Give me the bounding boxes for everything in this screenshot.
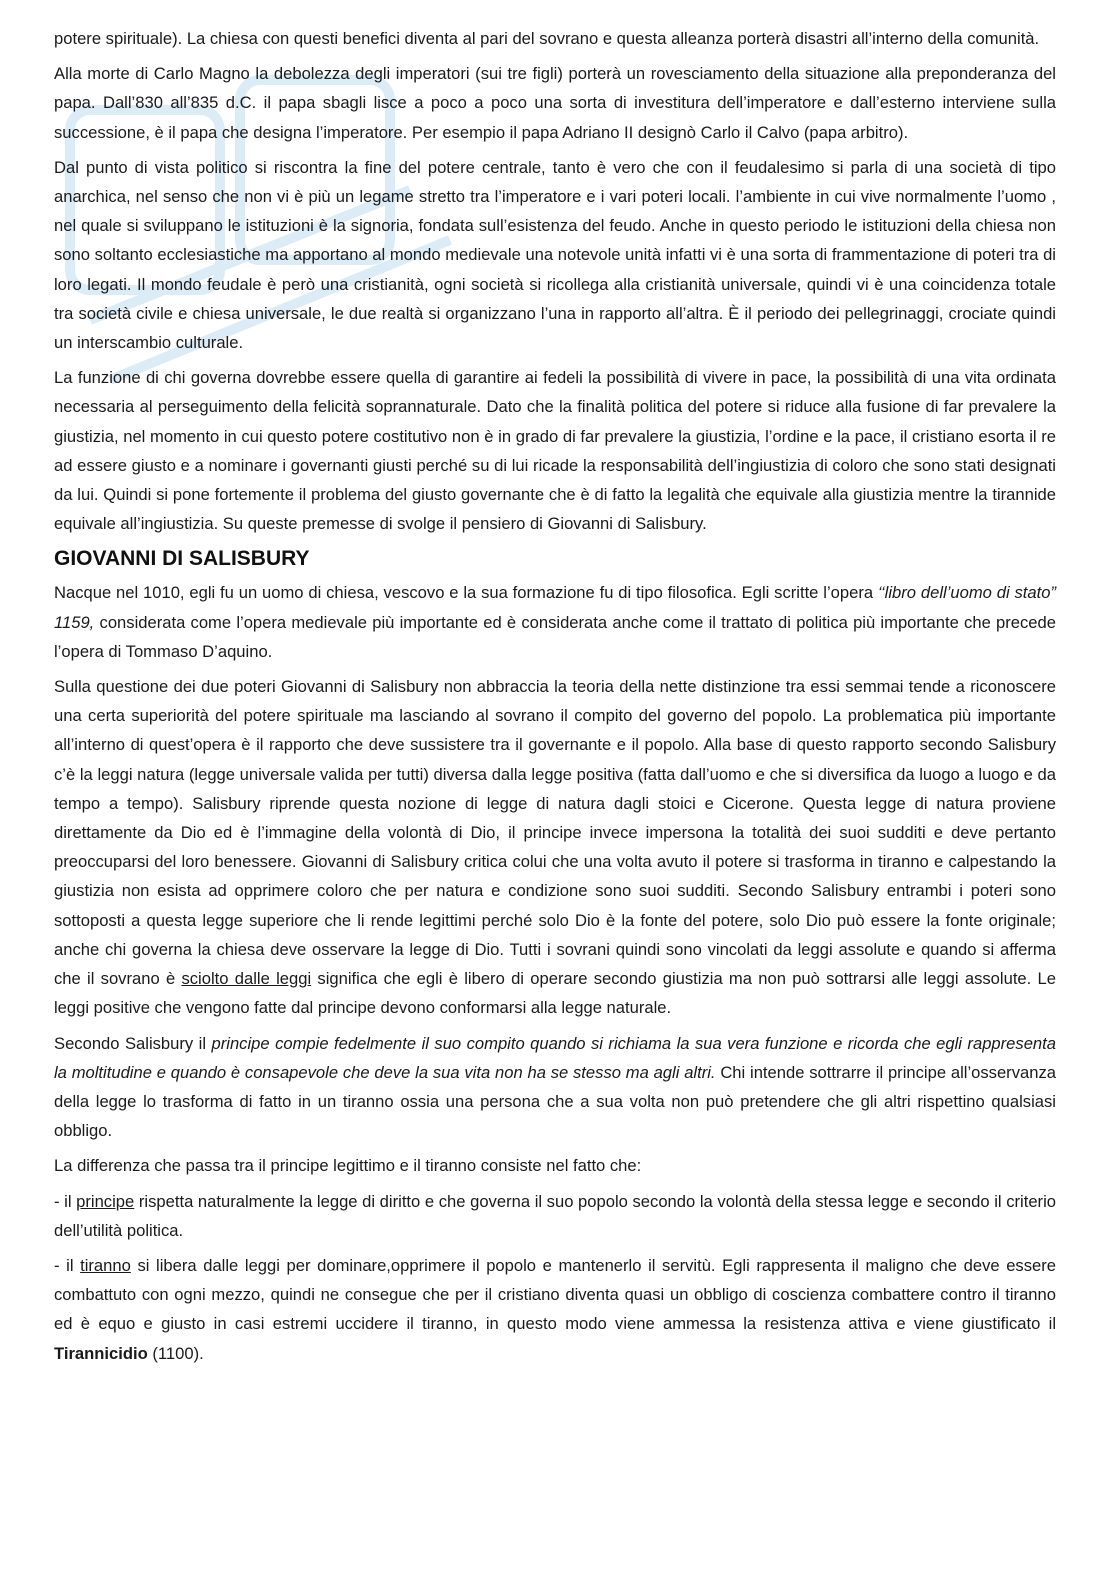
italic-quote: principe compie fedelmente il suo compito quando si richiama la sua vera funzione e ricorda che egli rappresenta la moltitudine e quando è consapevole che deve la sua vita non ha se stesso ma agli altri. — [54, 1033, 1056, 1082]
bold-tirannicidio: Tirannicidio — [54, 1343, 148, 1363]
paragraph-1: potere spirituale). La chiesa con questi benefici diventa al pari del sovrano e questa alleanza porterà disastri all’interno della comunità. — [54, 29, 1040, 48]
section-heading: GIOVANNI DI SALISBURY — [54, 547, 310, 571]
paragraph-6-text-b: significa che egli è libero di operare secondo giustizia ma non può sottrarsi alle leggi assolute. Le leggi positive che vengono fatte dal principe devono conformarsi alla legge naturale. — [54, 969, 1056, 1018]
list-item-tiranno-end: (1100). — [147, 1343, 204, 1363]
paragraph-6 — [54, 672, 1056, 1022]
list-item-principe-text: rispetta naturalmente la legge di diritto e che governa il suo popolo secondo la volontà della stessa legge e secondo il criterio dell’utilità politica. — [54, 1191, 1056, 1240]
list-item-principe — [54, 1187, 1056, 1245]
paragraph-4: La funzione di chi governa dovrebbe essere quella di garantire ai fedeli la possibilità di vivere in pace, la possibilità di una vita ordinata necessaria al perseguimento della felicità soprannaturale. Dato che la finalità politica del potere si riduce alla fusione di far prevalere la giustizia, nel momento in cui questo potere costitutivo non è in grado di far prevalere la giustizia, l’ordine e la pace, il cristiano esorta il re ad essere giusto e a nominare i governanti giusti perché su di lui ricade la responsabilità dell’ingiustizia di coloro che sono stati designati da lui. Quindi si pone fortemente il problema del giusto governante che è di fatto la legalità che equivale alla giustizia mentre la tirannide equivale all’ingiustizia. Su queste premesse di svolge il pensiero di Giovanni di Salisbury. — [54, 368, 1056, 534]
list-item-tiranno-prefix: - il — [54, 1255, 81, 1275]
paragraph-7 — [54, 1029, 1056, 1146]
book-title-italic: ‘‘libro dell’uomo di stato” 1159, — [54, 583, 1056, 632]
paragraph-7-text-a: Secondo Salisbury il — [54, 1033, 212, 1053]
underlined-phrase: sciolto dalle leggi — [181, 969, 312, 989]
list-item-principe-prefix: - il — [54, 1191, 77, 1211]
paragraph-2: Alla morte di Carlo Magno la debolezza degli imperatori (sui tre figli) porterà un rovesciamento della situazione alla preponderanza del papa. Dall’830 all’835 d.C. il papa sbagli lisce a poco a poco una sorta di investitura dell’imperatore e dall’esterno interviene sulla successione, è il papa che designa l’imperatore. Per esempio il papa Adriano II designò Carlo il Calvo (papa arbitro). — [54, 64, 1056, 142]
document-page — [54, 24, 1056, 1374]
paragraph-5-text-a: Nacque nel 1010, egli fu un uomo di chiesa, vescovo e la sua formazione fu di tipo filosofica. Egli scritte l’opera — [54, 583, 878, 603]
paragraph-7-text-b: Chi intende sottrarre il principe all’osservanza della legge lo trasforma di fatto in un tiranno ossia una persona che a sua volta non può pretendere che gli altri rispettino qualsiasi obbligo. — [54, 1062, 1056, 1141]
list-item-tiranno — [54, 1251, 1056, 1368]
paragraph-3: Dal punto di vista politico si riscontra la fine del potere centrale, tanto è vero che con il feudalesimo si parla di una società di tipo anarchica, nel senso che non vi è più un legame stretto tra l’imperatore e i vari poteri locali. l’ambiente in cui vive normalmente l’uomo , nel quale si sviluppano le istituzioni è la signoria, fondata sull’esistenza del feudo. Anche in questo periodo le istituzioni della chiesa non sono soltanto ecclesiastiche ma apportano al mondo medievale una notevole unità infatti vi è una sorta di frammentazione di poteri tra di loro legati. Il mondo feudale è però una cristianità, ogni società si ricollega alla cristianità universale, quindi vi è una coincidenza totale tra società civile e chiesa universale, le due realtà si organizzano l’una in rapporto all’altra. È il periodo dei pellegrinaggi, crociate quindi un interscambio culturale. — [54, 157, 1056, 353]
list-item-tiranno-text: si libera dalle leggi per dominare,opprimere il popolo e mantenerlo il servitù. Egli rappresenta il maligno che deve essere combattuto con ogni mezzo, quindi ne consegue che per il cristiano diventa quasi un obbligo di coscienza combattere contro il tiranno ed è equo e giusto in casi estremi uccidere il tiranno, in questo modo viene ammessa la resistenza attiva e viene giustificato il — [54, 1255, 1056, 1334]
underlined-tiranno: tiranno — [80, 1255, 131, 1275]
paragraph-8: La differenza che passa tra il principe legittimo e il tiranno consiste nel fatto che: — [54, 1156, 642, 1176]
paragraph-5 — [54, 578, 1056, 666]
underlined-principe: principe — [76, 1191, 135, 1211]
paragraph-6-text-a: Sulla questione dei due poteri Giovanni di Salisbury non abbraccia la teoria della nette distinzione tra essi semmai tende a riconoscere una certa superiorità del potere spirituale ma lasciando al sovrano il compito del governo del popolo. La problematica più importante all’interno di quest’opera è il rapporto che deve sussistere tra il governante e il popolo. Alla base di questo rapporto secondo Salisbury c’è la leggi natura (legge universale valida per tutti) diversa dalla legge positiva (fatta dall’uomo e che si diversifica da luogo a luogo e da tempo a tempo). Salisbury riprende questa nozione di legge di natura dagli stoici e Cicerone. Questa legge di natura proviene direttamente da Dio ed è l’immagine della volontà di Dio, il principe invece impersona la totalità dei suoi sudditi e deve pertanto preoccuparsi del loro benessere. Giovanni di Salisbury critica colui che una volta avuto il potere si trasforma in tiranno e calpestando la giustizia non esista ad opprimere coloro che per natura e condizione sono suoi sudditi. Secondo Salisbury entrambi i poteri sono sottoposti a questa legge superiore che li rende legittimi perché solo Dio è la fonte del potere, solo Dio può essere la fonte originale; anche chi governa la chiesa deve osservare la legge di Dio. Tutti i sovrani quindi sono vincolati da leggi assolute e quando si afferma che il sovrano è — [54, 677, 1056, 989]
paragraph-5-text-b: considerata come l’opera medievale più importante ed è considerata anche come il trattato di politica più importante che precede l’opera di Tommaso D’aquino. — [54, 612, 1056, 661]
